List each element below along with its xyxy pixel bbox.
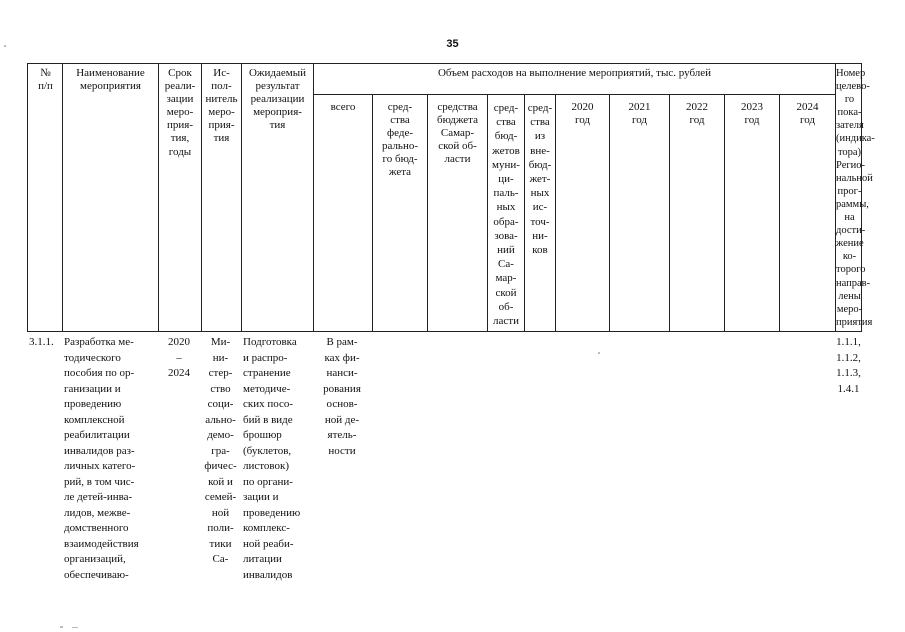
header-executor: Ис- пол- нитель меро- прия- тия [205, 67, 238, 145]
row-name: Разработка ме- тодического пособия по ор- ганизации и проведению комплексной реабилитации инвалидов раз- личных катего- рий, в том чис- ле детей-инва- лидов, межве- домственного взаимодействия организаций, обеспечиваю- [64, 336, 139, 581]
subheader-2022: 2022 год [686, 101, 708, 127]
subheader-total: всего [330, 101, 356, 113]
subcol-divider [555, 94, 556, 331]
page-number: 35 [446, 38, 459, 50]
row-number: 3.1.1. [29, 336, 54, 348]
scan-speck [598, 352, 600, 354]
header-name: Наименование мероприятия [76, 67, 145, 93]
subheader-divider [313, 94, 835, 95]
row-indicators: 1.1.1, 1.1.2, 1.1.3, 1.4.1 [836, 336, 861, 395]
subheader-2020: 2020 год [571, 101, 594, 127]
row-term: 2020 – 2024 [168, 336, 190, 379]
subcol-divider [724, 94, 725, 331]
col-divider [62, 64, 63, 331]
header-expenses: Объем расходов на выполнение мероприятий, тыс. рублей [437, 67, 712, 79]
subheader-2023: 2023 год [741, 101, 763, 127]
header-num: № п/п [38, 67, 53, 93]
scan-speck [72, 627, 78, 628]
subcol-divider [779, 94, 780, 331]
subheader-federal: сред- ства феде- рально- го бюд- жета [381, 101, 419, 179]
expenses-table [27, 63, 875, 332]
row-result: Подготовка и распро- странение методиче- ских посо- бий в виде брошюр (буклетов, листовок) по органи- зации и проведению комплекс- ной реаби- литации инвалидов [243, 336, 301, 581]
header-result: Ожидаемый результат реализации мероприя- тия [248, 67, 307, 132]
subheader-2024: 2024 год [796, 101, 819, 127]
header-indicator: Номер целево- го пока- зателя (индика- тора) Регио- нальной прог- раммы, на дости- жение ко- торого направ- лены меро- приятия [836, 68, 875, 328]
subheader-regional: средства бюджета Самар- ской об- ласти [436, 101, 478, 166]
scan-speck [4, 45, 6, 47]
subcol-divider [669, 94, 670, 331]
row-total: В рам- ках фи- нанси- рования основ- ной де- ятель- ности [323, 336, 361, 457]
subcol-divider [609, 94, 610, 331]
subheader-2021: 2021 год [628, 101, 651, 127]
subheader-municipal: сред- ства бюд- жетов муни- ци- паль- ных обра- зова- ний Са- мар- ской об- ласти [492, 102, 520, 328]
row-executor: Ми- ни- стер- ство соци- ально- демо- гра- фичес- кой и семей- ной поли- тики Са- [204, 336, 237, 565]
subheader-extrabudget: сред- ства из вне- бюд- жет- ных ис- точ- ни- ков [527, 102, 553, 257]
header-term: Срок реали- зации меро- прия- тия, годы [164, 67, 196, 158]
scan-speck [60, 626, 63, 628]
